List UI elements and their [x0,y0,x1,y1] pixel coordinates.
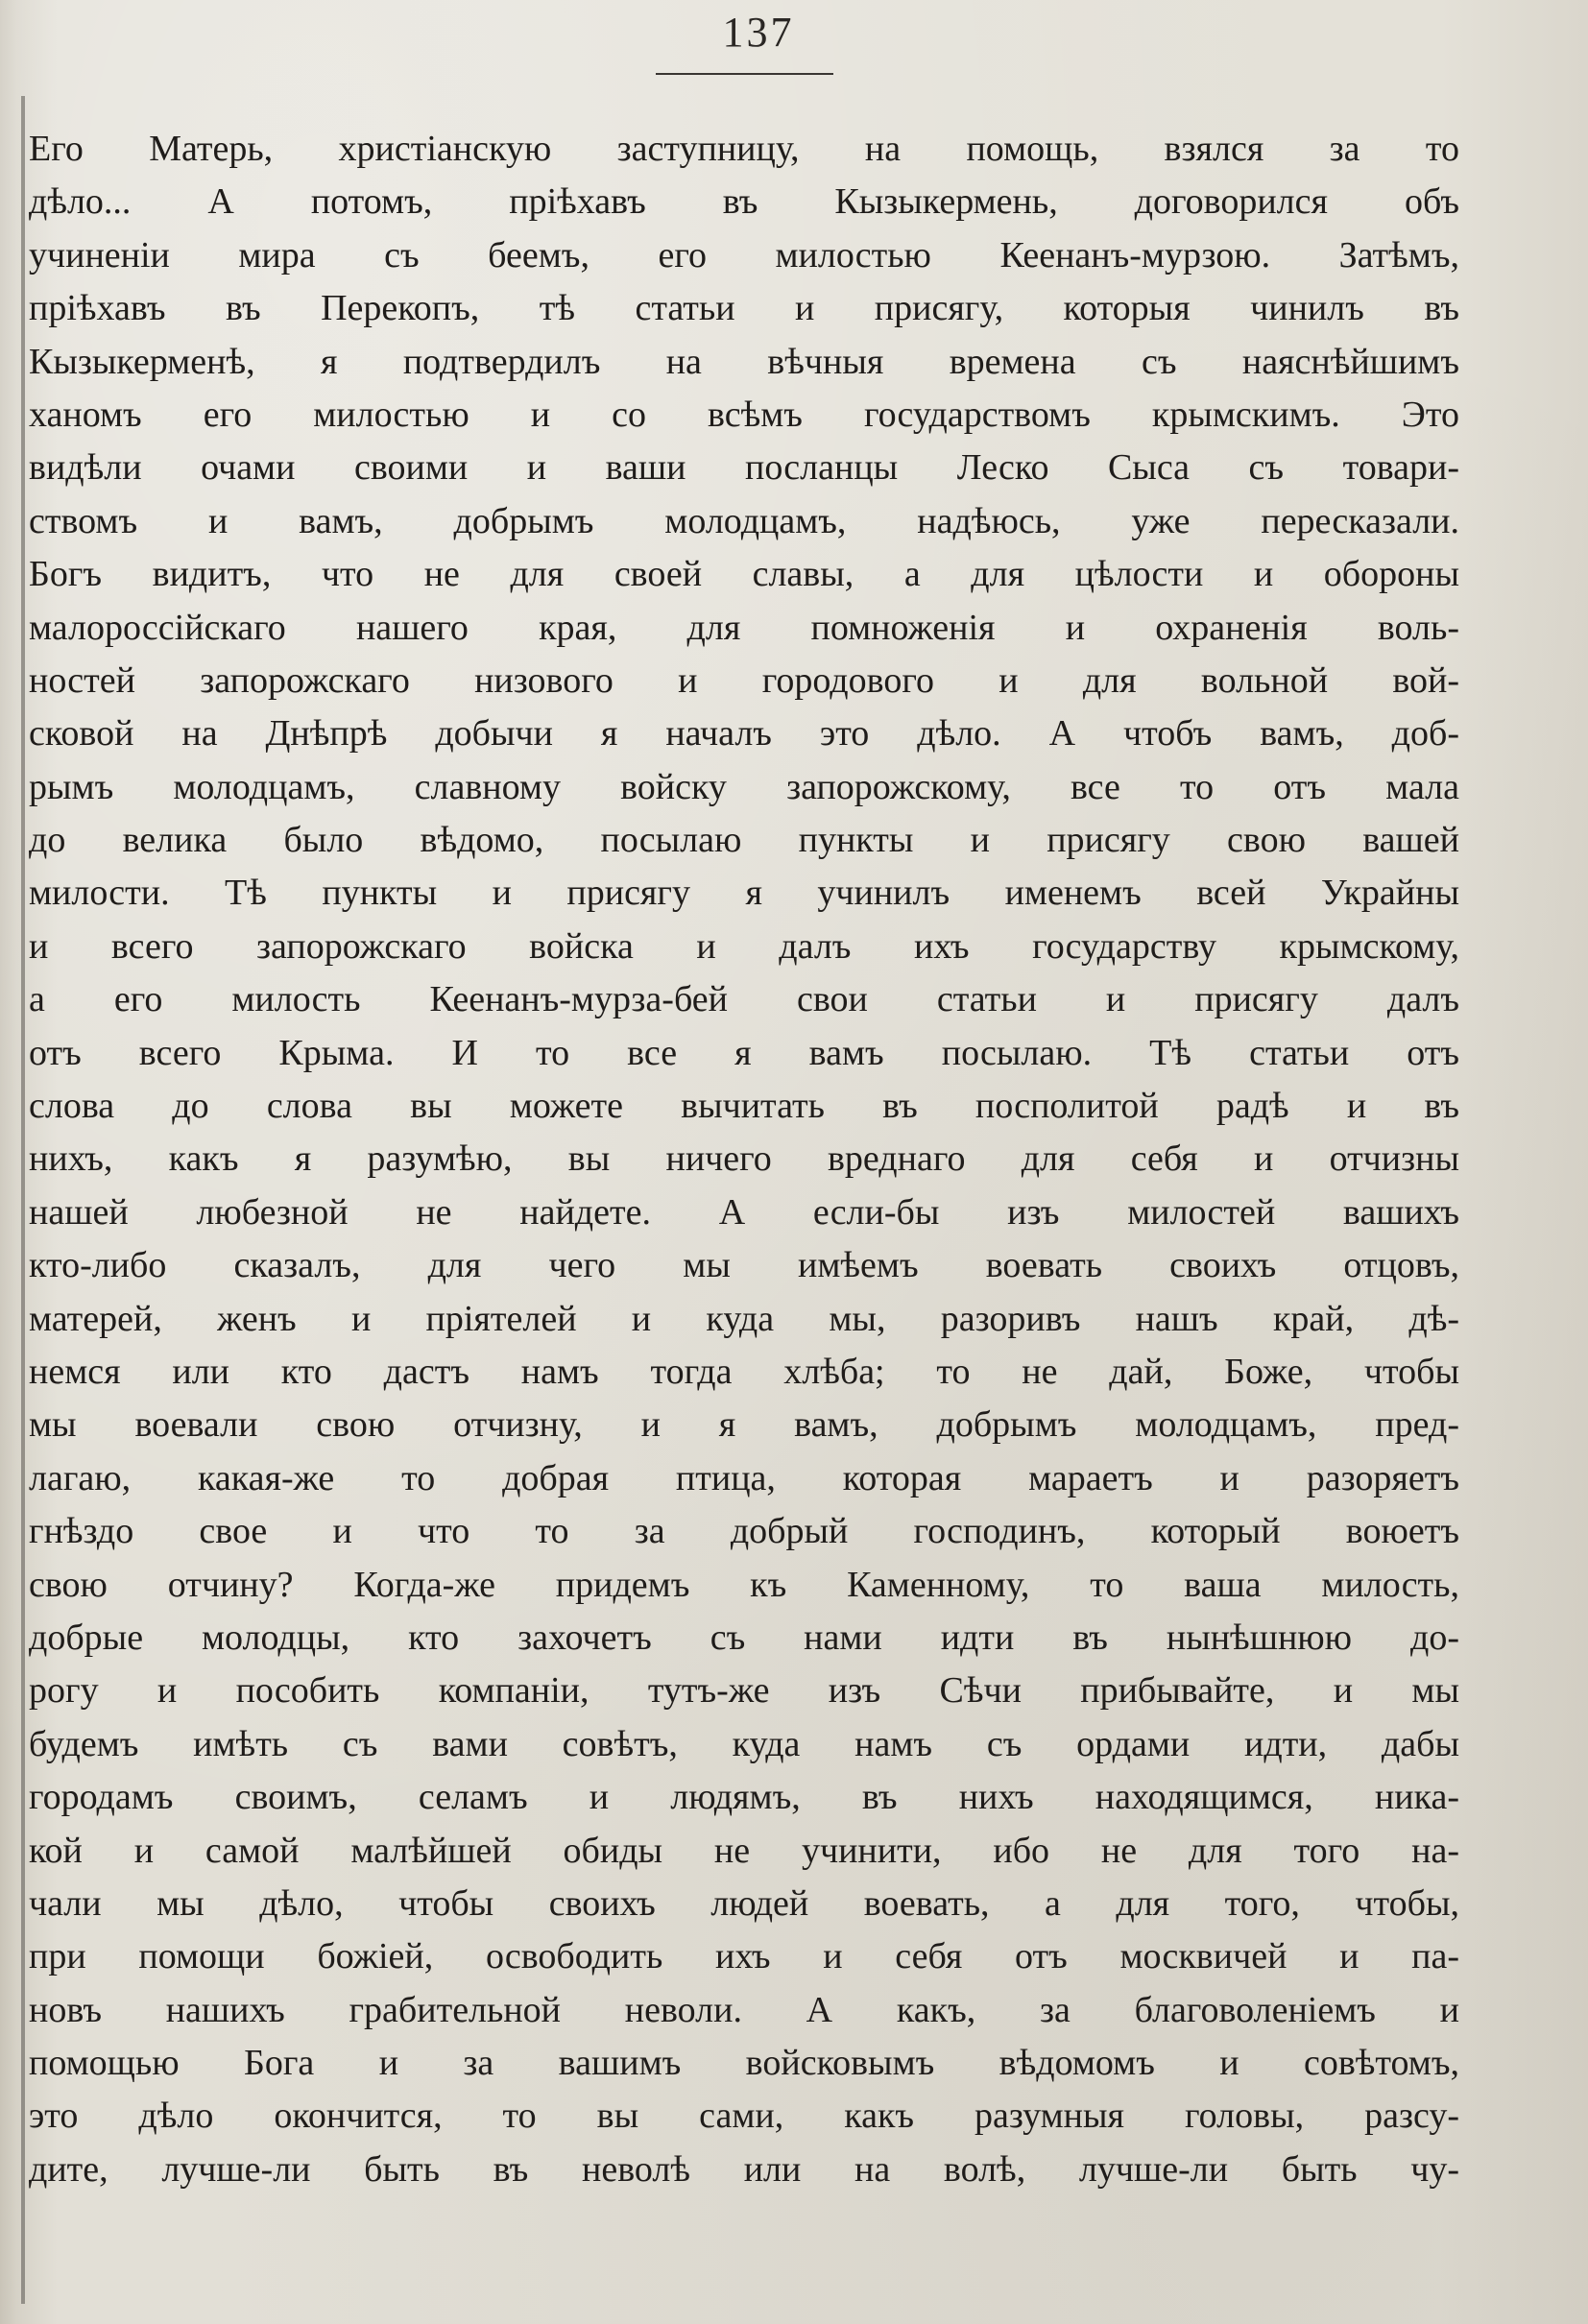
text-line: гнѣздо свое и что то за добрый господинъ, который воюетъ [29,1511,1459,1552]
text-line: новъ нашихъ грабительной неволи. А какъ, за благоволеніемъ и [29,1989,1459,2030]
text-line: пріѣхавъ въ Перекопъ, тѣ статьи и присягу, которыя чинилъ въ [29,288,1459,329]
page-number: 137 [722,9,795,56]
text-line: помощью Бога и за вашимъ войсковымъ вѣдомомъ и совѣтомъ, [29,2043,1459,2084]
text-line: немся или кто дастъ намъ тогда хлѣба; то не дай, Боже, чтобы [29,1351,1459,1392]
text-line: видѣли очами своими и ваши посланцы Леско Сыса съ товари- [29,447,1459,489]
text-line: городамъ своимъ, селамъ и людямъ, въ нихъ находящимся, ника- [29,1777,1459,1818]
text-line: это дѣло окончится, то вы сами, какъ разумныя головы, разсу- [29,2096,1459,2137]
text-line: до велика было вѣдомо, посылаю пункты и присягу свою вашей [29,820,1459,861]
header-rule [656,73,833,75]
binding-edge [21,96,25,2304]
text-body [29,123,1459,2196]
text-line: а его милость Кеенанъ-мурза-бей свои статьи и присягу далъ [29,979,1459,1020]
text-line: свою отчину? Когда-же придемъ къ Каменному, то ваша милость, [29,1564,1459,1605]
text-line: и всего запорожскаго войска и далъ ихъ государству крымскому, [29,925,1459,967]
text-line: нашей любезной не найдете. А если-бы изъ милостей вашихъ [29,1191,1459,1233]
text-line: ностей запорожскаго низового и городового и для вольной вой- [29,659,1459,701]
text-line: нихъ, какъ я разумѣю, вы ничего вреднаго для себя и отчизны [29,1138,1459,1180]
text-line: ствомъ и вамъ, добрымъ молодцамъ, надѣюсь, уже пересказали. [29,500,1459,541]
text-line: при помощи божіей, освободить ихъ и себя отъ москвичей и па- [29,1936,1459,1977]
text-line: кой и самой малѣйшей обиды не учинити, ибо не для того на- [29,1830,1459,1871]
text-line: учиненіи мира съ беемъ, его милостью Кеенанъ-мурзою. Затѣмъ, [29,234,1459,276]
text-line: мы воевали свою отчизну, и я вамъ, добрымъ молодцамъ, пред- [29,1404,1459,1446]
text-line: Кызыкерменѣ, я подтвердилъ на вѣчныя времена съ наяснѣйшимъ [29,341,1459,382]
text-line: отъ всего Крыма. И то все я вамъ посылаю. Тѣ статьи отъ [29,1032,1459,1073]
text-line: Его Матерь, христіанскую заступницу, на помощь, взялся за то [29,129,1459,169]
text-line: добрые молодцы, кто захочетъ съ нами идти въ нынѣшнюю до- [29,1617,1459,1658]
text-line: лагаю, какая-же то добрая птица, которая мараетъ и разоряетъ [29,1457,1459,1498]
text-line: чали мы дѣло, чтобы своихъ людей воевать, а для того, чтобы, [29,1882,1459,1924]
text-line: дите, лучше-ли быть въ неволѣ или на волѣ, лучше-ли быть чу- [29,2148,1459,2190]
text-line: кто-либо сказалъ, для чего мы имѣемъ воевать своихъ отцовъ, [29,1245,1459,1286]
text-line: рогу и пособить компаніи, тутъ-же изъ Сѣчи прибывайте, и мы [29,1670,1459,1712]
text-line: слова до слова вы можете вычитать въ посполитой радѣ и въ [29,1086,1459,1127]
text-line: Богъ видитъ, что не для своей славы, а для цѣлости и обороны [29,554,1459,595]
text-line: будемъ имѣть съ вами совѣтъ, куда намъ съ ордами идти, дабы [29,1723,1459,1764]
text-line: ханомъ его милостью и со всѣмъ государствомъ крымскимъ. Это [29,394,1459,435]
text-line: дѣло... А потомъ, пріѣхавъ въ Кызыкермень, договорился объ [29,181,1459,223]
text-line: матерей, женъ и пріятелей и куда мы, разоривъ нашъ край, дѣ- [29,1298,1459,1339]
text-line: малороссійскаго нашего края, для помноженія и охраненія воль- [29,607,1459,648]
text-line: рымъ молодцамъ, славному войску запорожскому, все то отъ мала [29,766,1459,807]
text-line: сковой на Днѣпрѣ добычи я началъ это дѣло. А чтобъ вамъ, доб- [29,713,1459,755]
text-line: милости. Тѣ пункты и присягу я учинилъ именемъ всей Украйны [29,873,1459,914]
